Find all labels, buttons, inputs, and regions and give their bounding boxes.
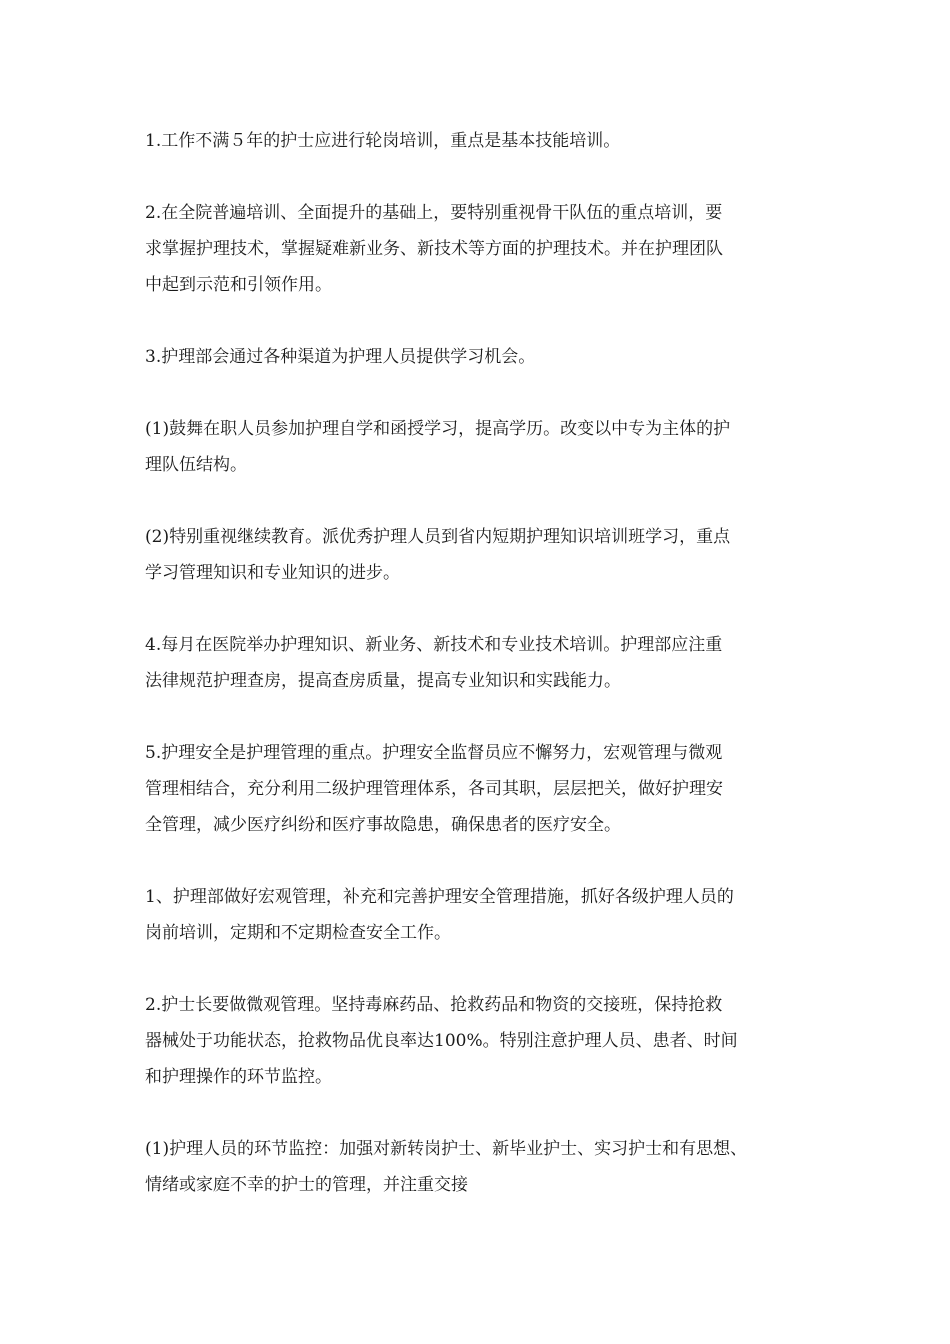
text-line: 和护理操作的环节监控。 xyxy=(145,1067,332,1087)
paragraph-1 xyxy=(145,123,825,159)
text-line: 情绪或家庭不幸的护士的管理，并注重交接 xyxy=(145,1175,468,1195)
paragraph-6 xyxy=(145,627,825,699)
paragraph-4 xyxy=(145,411,825,483)
text-line: 5.护理安全是护理管理的重点。护理安全监督员应不懈努力，宏观管理与微观 xyxy=(145,743,723,763)
text-line: 4.每月在医院举办护理知识、新业务、新技术和专业技术培训。护理部应注重 xyxy=(145,635,723,655)
text-line: 2.护士长要做微观管理。坚持毒麻药品、抢救药品和物资的交接班，保持抢救 xyxy=(145,995,723,1015)
text-line: 1、护理部做好宏观管理，补充和完善护理安全管理措施，抓好各级护理人员的 xyxy=(145,887,734,907)
paragraph-5 xyxy=(145,519,825,591)
document-body xyxy=(145,123,825,1239)
text-line: 2.在全院普遍培训、全面提升的基础上，要特别重视骨干队伍的重点培训，要 xyxy=(145,203,723,223)
paragraph-10 xyxy=(145,1131,825,1203)
paragraph-7 xyxy=(145,735,825,843)
paragraph-2 xyxy=(145,195,825,303)
text-line: 理队伍结构。 xyxy=(145,455,247,475)
paragraph-9 xyxy=(145,987,825,1095)
text-line: 岗前培训，定期和不定期检查安全工作。 xyxy=(145,923,451,943)
text-line: 求掌握护理技术，掌握疑难新业务、新技术等方面的护理技术。并在护理团队 xyxy=(145,239,723,259)
text-line: (1)护理人员的环节监控：加强对新转岗护士、新毕业护士、实习护士和有思想、 xyxy=(145,1139,748,1159)
text-line: (2)特别重视继续教育。派优秀护理人员到省内短期护理知识培训班学习，重点 xyxy=(145,527,731,547)
text-line: 中起到示范和引领作用。 xyxy=(145,275,332,295)
paragraph-8 xyxy=(145,879,825,951)
paragraph-3 xyxy=(145,339,825,375)
text-line: 法律规范护理查房，提高查房质量，提高专业知识和实践能力。 xyxy=(145,671,621,691)
text-line: 学习管理知识和专业知识的进步。 xyxy=(145,563,400,583)
text-line: 管理相结合，充分利用二级护理管理体系，各司其职，层层把关，做好护理安 xyxy=(145,779,723,799)
text-line: 1.工作不满５年的护士应进行轮岗培训，重点是基本技能培训。 xyxy=(145,131,621,151)
text-line: 全管理，减少医疗纠纷和医疗事故隐患，确保患者的医疗安全。 xyxy=(145,815,621,835)
text-line: 3.护理部会通过各种渠道为护理人员提供学习机会。 xyxy=(145,347,536,367)
text-line: 器械处于功能状态，抢救物品优良率达100%。特别注意护理人员、患者、时间 xyxy=(145,1031,738,1051)
text-line: (1)鼓舞在职人员参加护理自学和函授学习，提高学历。改变以中专为主体的护 xyxy=(145,419,731,439)
